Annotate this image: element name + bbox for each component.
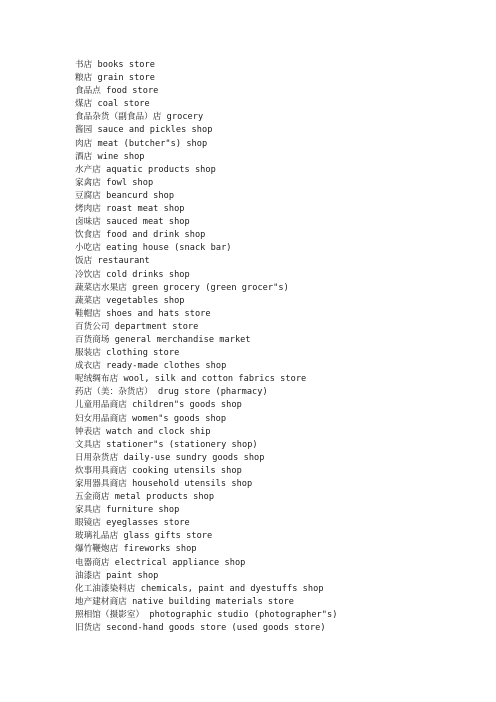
vocab-line: 百货商场 general merchandise market [75, 334, 251, 345]
vocab-line: 食品点 food store [75, 86, 159, 97]
vocab-line: 百货公司 department store [75, 321, 199, 332]
vocab-line: 日用杂货店 daily-use sundry goods shop [75, 452, 265, 463]
vocab-line: 蔬菜店水果店 green grocery (green grocer"s) [75, 282, 289, 293]
vocab-line: 鞋帽店 shoes and hats store [75, 308, 211, 319]
vocab-line: 文具店 stationer"s (stationery shop) [75, 439, 258, 450]
vocab-line: 肉店 meat (butcher"s) shop [75, 138, 208, 149]
vocab-line: 饭店 restaurant [75, 256, 150, 267]
vocab-line: 饮食店 food and drink shop [75, 230, 206, 241]
vocab-line: 妇女用品商店 women"s goods shop [75, 413, 227, 424]
vocab-line: 冷饮店 cold drinks shop [75, 269, 190, 280]
vocab-line: 家禽店 fowl shop [75, 177, 154, 188]
vocab-line: 食品杂货（副食品）店 grocery [75, 112, 204, 123]
vocab-line: 儿童用品商店 children"s goods shop [75, 400, 242, 411]
vocab-line: 煤店 coal store [75, 99, 150, 110]
vocab-line: 钟表店 watch and clock ship [75, 426, 211, 437]
vocab-line: 呢绒绸布店 wool, silk and cotton fabrics store [75, 374, 307, 385]
vocab-line: 爆竹鞭炮店 fireworks shop [75, 544, 197, 555]
shop-vocabulary-list [75, 59, 337, 635]
vocab-line: 小吃店 eating house (snack bar) [75, 243, 232, 254]
vocab-line: 烤肉店 roast meat shop [75, 204, 185, 215]
vocab-line: 卤味店 sauced meat shop [75, 217, 190, 228]
vocab-line: 旧货店 second-hand goods store (used goods store) [75, 623, 326, 634]
vocab-line: 粮店 grain store [75, 73, 155, 84]
vocab-line: 豆腐店 beancurd shop [75, 190, 175, 201]
vocab-line: 家用器具商店 household utensils shop [75, 479, 253, 489]
vocab-line: 照相馆（摄影室） photographic studio (photographer"s) [75, 609, 338, 620]
vocab-line: 地产建材商店 native building materials store [75, 596, 295, 607]
vocab-line: 电器商店 electrical appliance shop [75, 557, 246, 568]
vocab-line: 五金商店 metal products shop [75, 492, 215, 503]
vocab-line: 水产店 aquatic products shop [75, 164, 216, 175]
vocab-line: 玻璃礼品店 glass gifts store [75, 531, 213, 542]
vocab-line: 油漆店 paint shop [75, 570, 159, 581]
vocab-line: 眼镜店 eyeglasses store [75, 518, 190, 529]
vocab-line: 服装店 clothing store [75, 348, 180, 359]
vocab-line: 成衣店 ready-made clothes shop [75, 361, 227, 372]
vocab-line: 蔬菜店 vegetables shop [75, 295, 185, 306]
vocab-line: 家具店 furniture shop [75, 505, 180, 516]
vocab-line: 酒店 wine shop [75, 151, 145, 162]
vocab-line: 炊事用具商店 cooking utensils shop [75, 465, 242, 476]
vocab-line: 化工油漆染料店 chemicals, paint and dyestuffs shop [75, 583, 324, 594]
vocab-line: 酱园 sauce and pickles shop [75, 125, 213, 136]
vocab-line: 书店 books store [75, 60, 155, 70]
vocab-line: 药店（美：杂货店） drug store (pharmacy) [75, 387, 268, 398]
